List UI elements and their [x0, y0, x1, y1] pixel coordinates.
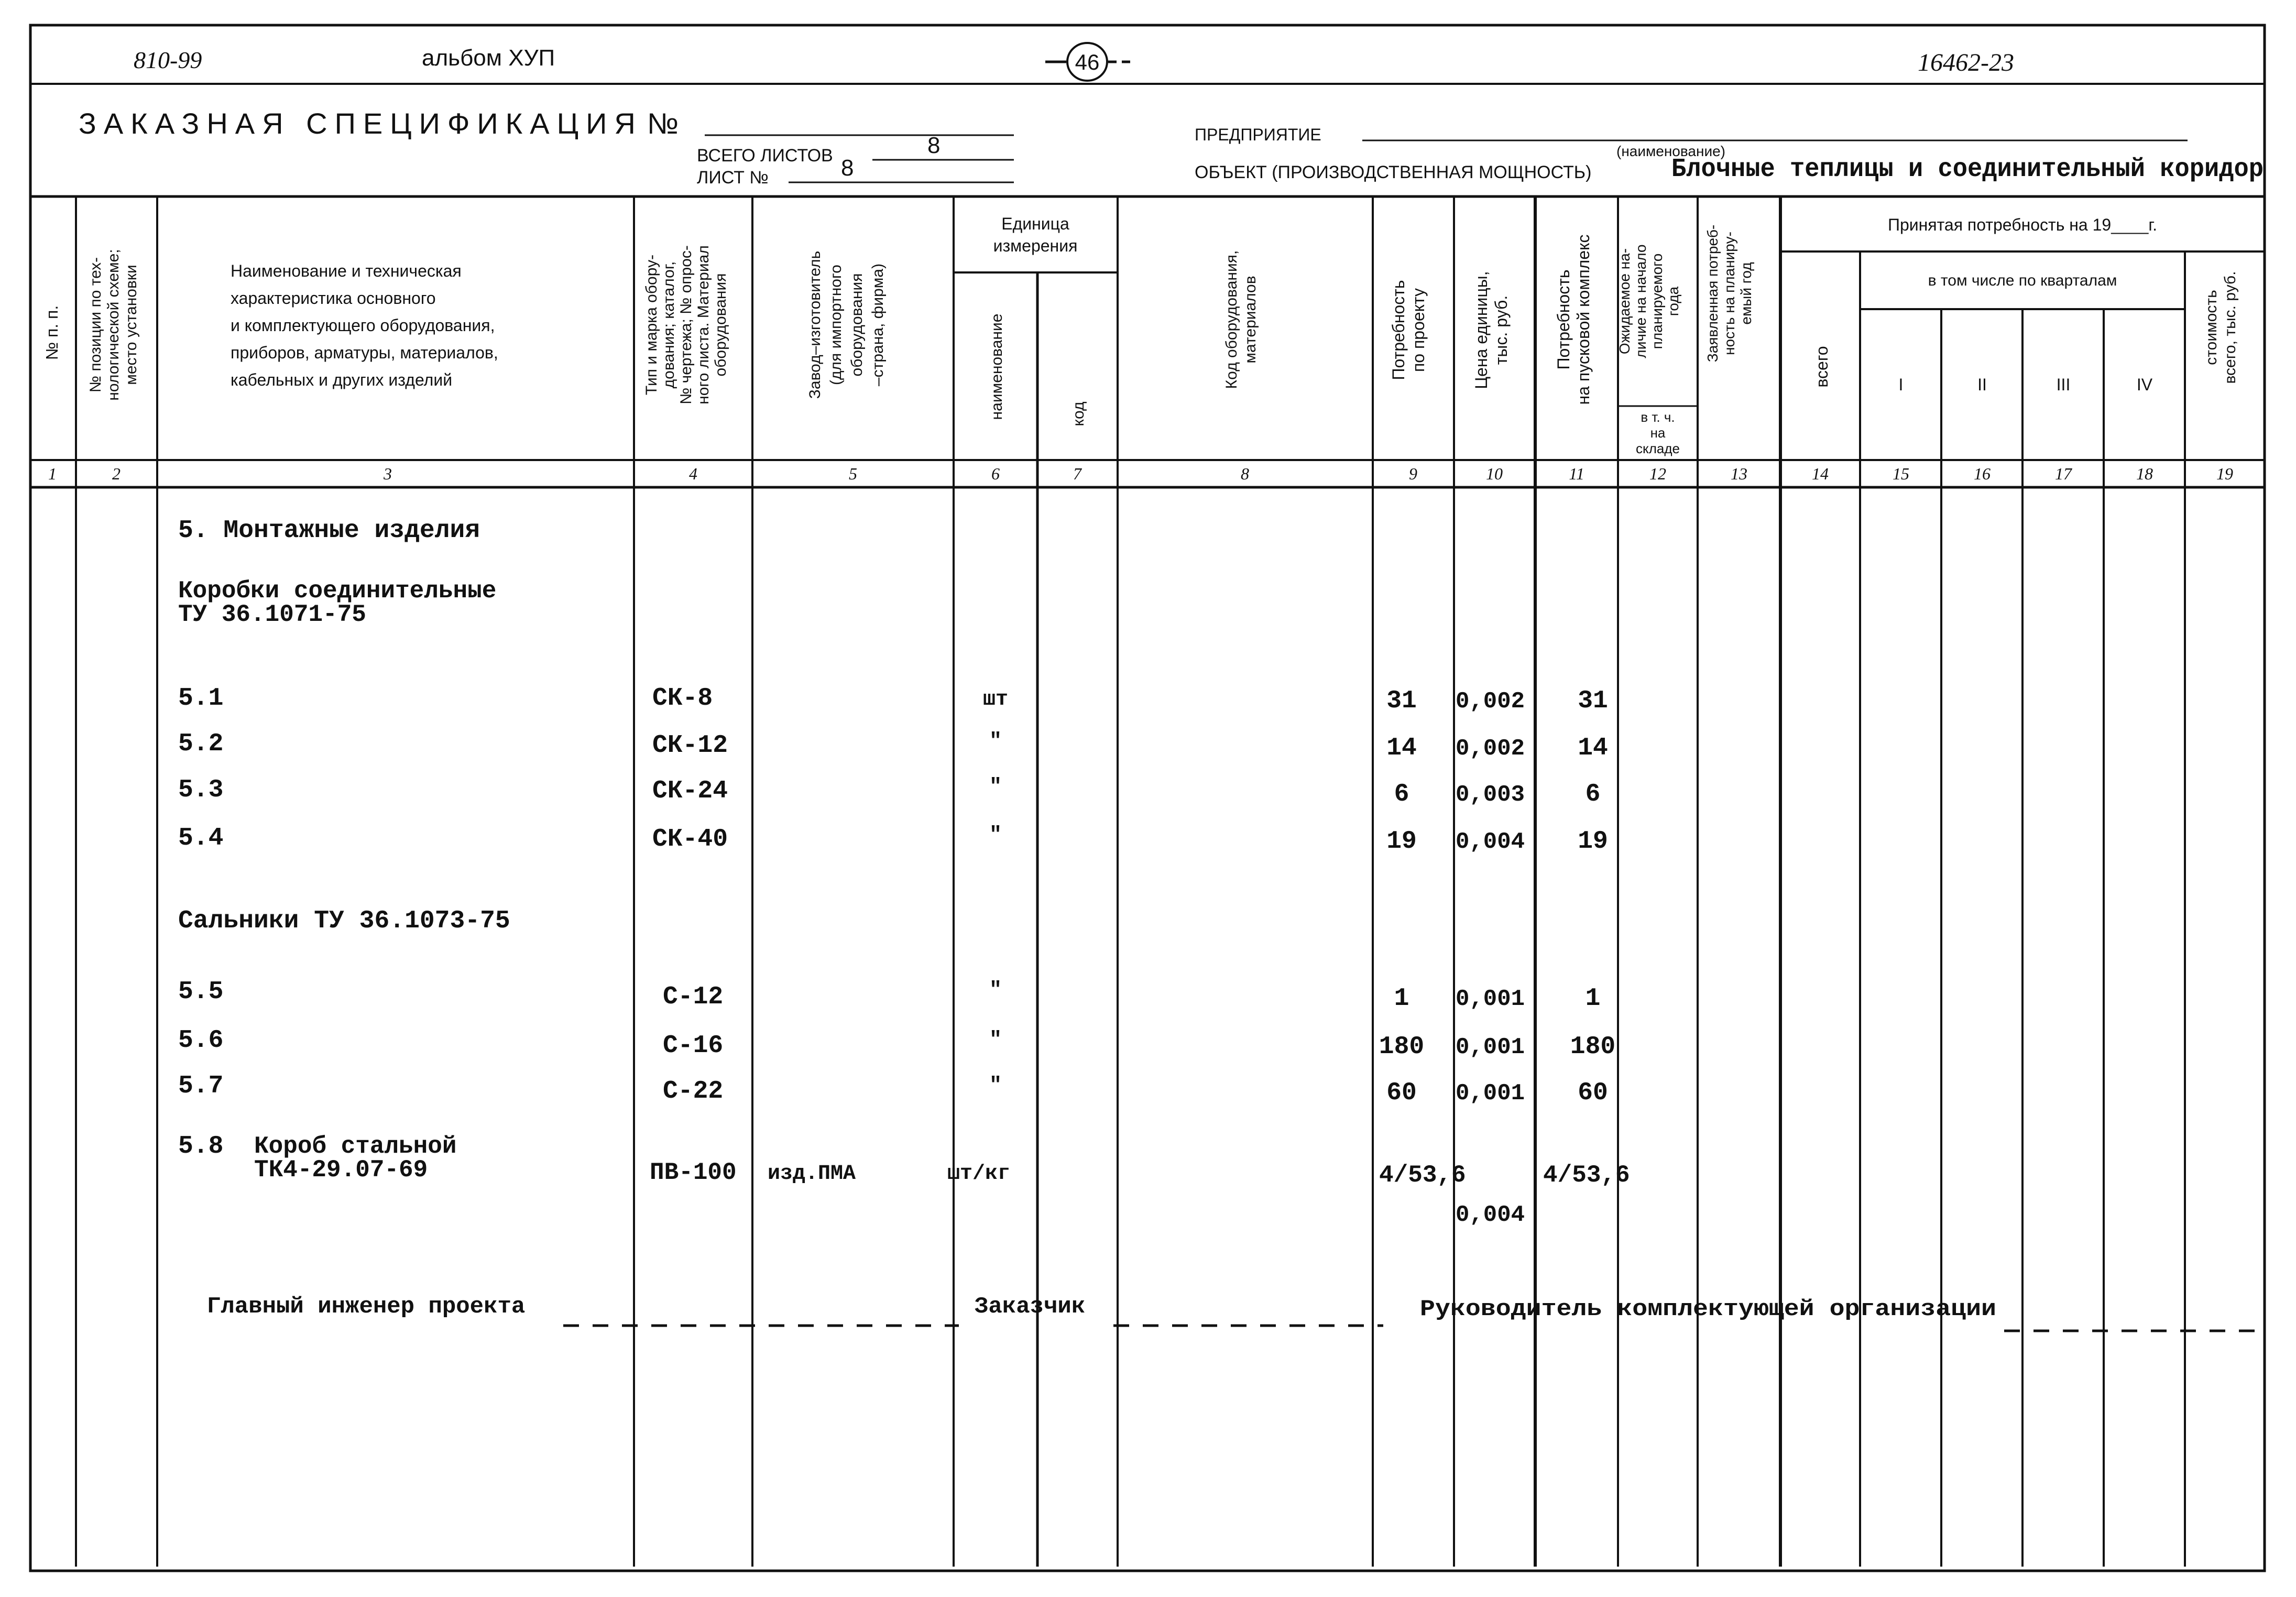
col-number: 5 — [849, 464, 857, 483]
col-number: 12 — [1649, 464, 1666, 483]
row-position: 5.7 — [178, 1072, 224, 1100]
col-number: 3 — [384, 464, 392, 483]
col-number: 1 — [48, 464, 57, 483]
row-type: СК-8 — [652, 684, 713, 713]
header-col-3: Наименование и техническая характеристика основного и комплектующего оборудования, приборов, арматуры, материалов, кабельных и других изделий — [231, 261, 498, 389]
header-col-12: Ожидаемое на-личие на началопланируемогогода — [1616, 244, 1681, 358]
row-launch: 1 — [1585, 985, 1601, 1013]
outer-frame — [30, 25, 2265, 1571]
row-type: С-22 — [663, 1077, 724, 1106]
signature-chief: Главный инженер проекта — [207, 1294, 526, 1320]
row-name: Короб стальной — [254, 1133, 457, 1160]
total-sheets-label: ВСЕГО ЛИСТОВ — [697, 146, 833, 166]
header-col-12-sub: в т. ч. на складе — [1636, 409, 1680, 456]
album-label: альбом ХУП — [422, 45, 555, 71]
row-position: 5.4 — [178, 824, 224, 852]
col-number: 13 — [1731, 464, 1747, 483]
group2-title: Сальники ТУ 36.1073-75 — [178, 907, 510, 935]
header-col-2: № позиции по тех-нологической схеме;место установки — [87, 249, 140, 401]
col-number: 16 — [1974, 464, 1991, 483]
col-number: 2 — [112, 464, 121, 483]
header-q1: I — [1898, 375, 1904, 394]
row-unit: шт/кг — [947, 1162, 1011, 1186]
sheet-value: 8 — [841, 155, 854, 181]
table-row — [178, 978, 1600, 1013]
row-need: 180 — [1379, 1033, 1425, 1061]
row-position: 5.6 — [178, 1026, 224, 1055]
row-type: ПВ-100 — [650, 1159, 737, 1186]
column-lines — [76, 196, 2265, 1567]
row-launch: 19 — [1578, 827, 1608, 856]
row-need: 19 — [1386, 827, 1417, 856]
ref-right: 16462-23 — [1918, 49, 2014, 76]
table-row — [178, 684, 1608, 715]
header-col-11: Потребностьна пусковой комплекс — [1554, 234, 1593, 405]
row-position: 5.8 — [178, 1132, 224, 1161]
row-need: 1 — [1394, 985, 1409, 1013]
total-sheets-value: 8 — [927, 133, 941, 158]
col-number: 8 — [1241, 464, 1249, 483]
header-col-7: код — [1070, 401, 1087, 426]
header-unit-group: Единица измерения — [993, 214, 1078, 255]
row-price: 0,004 — [1456, 829, 1525, 855]
header-col-10: Цена единицы,тыс. руб. — [1472, 271, 1511, 389]
section-title: 5. Монтажные изделия — [178, 517, 480, 545]
table-row — [178, 1072, 1608, 1107]
row-unit: " — [989, 979, 1002, 1002]
row-position: 5.2 — [178, 730, 224, 758]
row-unit: шт — [982, 688, 1009, 712]
col-number: 14 — [1812, 464, 1829, 483]
row-need: 14 — [1386, 734, 1417, 762]
row-price: 0,001 — [1456, 1034, 1525, 1060]
header-col-8: Код оборудования, материалов — [1223, 250, 1259, 389]
header-col-14: всего — [1812, 346, 1831, 388]
row-launch: 4/53,6 — [1543, 1162, 1630, 1189]
header-col-4: Тип и марка обору-дования; каталог,№ чертежа; № опрос-ного листа. Материалоборудования — [643, 245, 729, 404]
row-position: 5.1 — [178, 684, 224, 713]
row-price: 0,003 — [1456, 782, 1525, 808]
header-accepted: Принятая потребность на 19____г. — [1887, 215, 2158, 234]
header-quarters: в том числе по кварталам — [1928, 272, 2117, 289]
row-type: СК-24 — [652, 777, 728, 805]
col-number: 9 — [1409, 464, 1417, 483]
table-row — [178, 730, 1608, 762]
enterprise-label: ПРЕДПРИЯТИЕ — [1195, 125, 1321, 144]
row-launch: 6 — [1585, 780, 1601, 808]
header-col-5: Завод–изготовитель (для импортного оборудования –страна, фирма) — [806, 250, 887, 399]
header-q4: IV — [2136, 375, 2153, 394]
table-row — [178, 824, 1608, 856]
row-type: С-16 — [663, 1032, 724, 1060]
col-number: 6 — [991, 464, 1000, 483]
table-row — [178, 1132, 1630, 1228]
naming-hint: (наименование) — [1616, 143, 1725, 159]
ref-left: 810-99 — [134, 47, 202, 73]
row-unit: " — [989, 1029, 1002, 1052]
row-need: 31 — [1386, 687, 1417, 715]
header-col-13: Заявленная потреб-ность на планиру-емый год — [1704, 224, 1754, 363]
row-type: СК-12 — [652, 731, 728, 760]
col-number: 15 — [1893, 464, 1909, 483]
col-number: 4 — [689, 464, 697, 483]
row-price: 0,004 — [1456, 1202, 1525, 1228]
row-price: 0,002 — [1456, 688, 1525, 715]
number-label: № — [647, 107, 679, 140]
row-launch: 31 — [1578, 687, 1608, 715]
sheet-label: ЛИСТ № — [697, 168, 769, 188]
row-unit: " — [989, 775, 1002, 799]
row-name-spec: ТК4-29.07-69 — [254, 1156, 428, 1184]
table-row — [178, 1026, 1615, 1061]
col-number: 19 — [2216, 464, 2233, 483]
form-title: ЗАКАЗНАЯ СПЕЦИФИКАЦИЯ — [79, 107, 643, 140]
row-position: 5.5 — [178, 978, 224, 1006]
group1-title: Коробки соединительные — [178, 577, 497, 605]
column-number-row — [48, 464, 2233, 483]
signature-head: Руководитель комплектующей организации — [1420, 1296, 1996, 1322]
row-price: 0,001 — [1456, 1080, 1525, 1107]
signatures — [207, 1294, 2264, 1331]
row-maker: изд.ПМА — [768, 1162, 856, 1186]
row-need: 60 — [1386, 1079, 1417, 1107]
row-need: 6 — [1394, 780, 1409, 808]
row-type: С-12 — [663, 983, 724, 1011]
row-position: 5.3 — [178, 776, 224, 804]
row-launch: 14 — [1578, 734, 1608, 762]
row-price: 0,001 — [1456, 986, 1525, 1012]
header-col-1: № п. п. — [42, 305, 61, 360]
object-label: ОБЪЕКТ (ПРОИЗВОДСТВЕННАЯ МОЩНОСТЬ) — [1195, 162, 1592, 182]
header-q3: III — [2056, 375, 2071, 394]
header-col-19: стоимость всего, тыс. руб. — [2203, 271, 2239, 384]
col-number: 18 — [2136, 464, 2153, 483]
col-number: 10 — [1486, 464, 1503, 483]
page-number-badge — [1045, 43, 1134, 81]
header-col-9: Потребностьпо проекту — [1389, 280, 1428, 380]
header-q2: II — [1977, 375, 1987, 394]
signature-customer: Заказчик — [975, 1294, 1086, 1320]
row-type: СК-40 — [652, 825, 728, 854]
table-row — [178, 775, 1600, 808]
row-unit: " — [989, 730, 1002, 753]
row-price: 0,002 — [1456, 736, 1525, 762]
col-number: 7 — [1073, 464, 1081, 483]
group1-spec: ТУ 36.1071-75 — [178, 601, 366, 628]
row-launch: 60 — [1578, 1079, 1608, 1107]
object-value: Блочные теплицы и соединительный коридор — [1671, 155, 2264, 184]
row-unit: " — [989, 1074, 1002, 1098]
header-col-6: наименование — [988, 313, 1005, 420]
row-unit: " — [989, 824, 1002, 847]
row-need: 4/53,6 — [1379, 1162, 1466, 1189]
page-number: 46 — [1075, 50, 1100, 74]
col-number: 17 — [2055, 464, 2072, 483]
col-number: 11 — [1569, 464, 1584, 483]
row-launch: 180 — [1570, 1033, 1616, 1061]
